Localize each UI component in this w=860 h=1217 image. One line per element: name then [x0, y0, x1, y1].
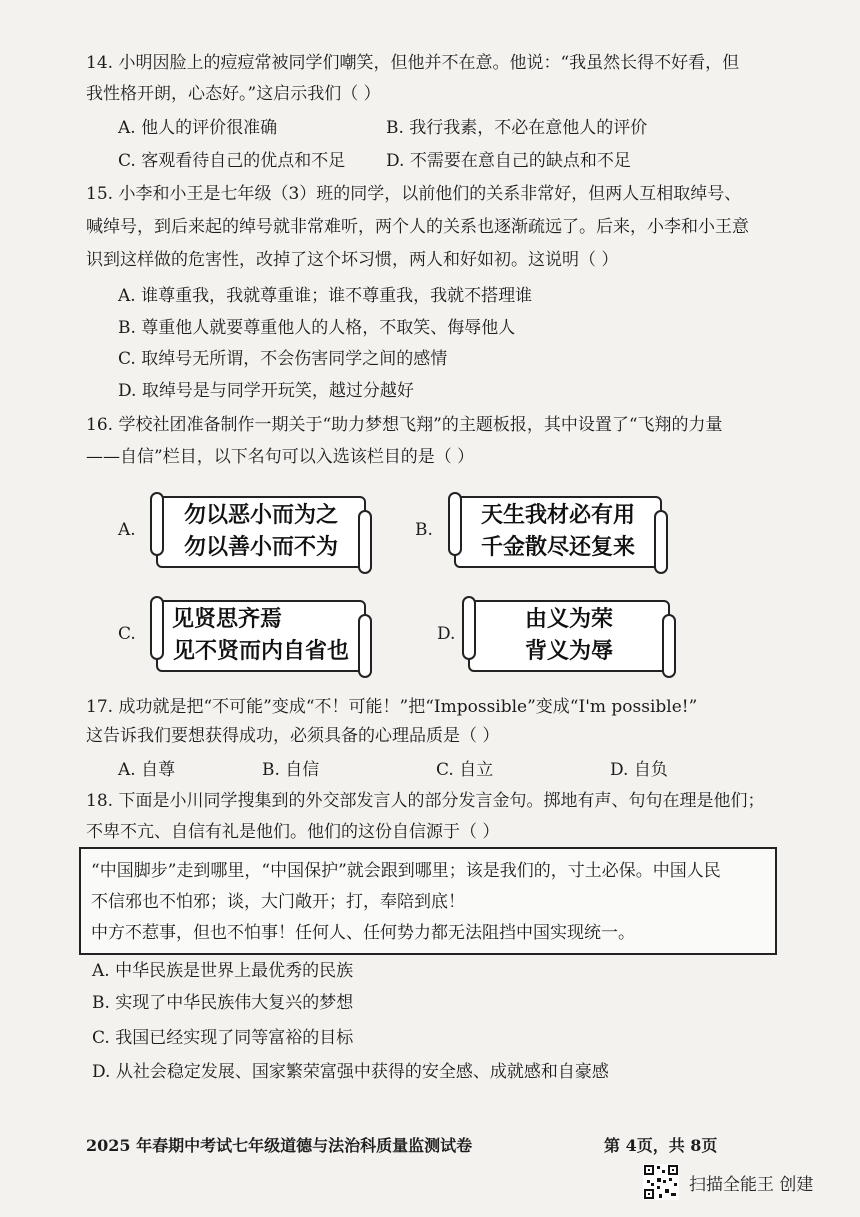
- q18-option-c: C. 我国已经实现了同等富裕的目标: [92, 1028, 354, 1048]
- q16-option-d-line2: 背义为辱: [524, 639, 613, 664]
- q14-option-a: A. 他人的评价很准确: [118, 118, 278, 138]
- q18-quote-line2: 不信邪也不怕邪；谈，大门敞开；打，奉陪到底！: [91, 892, 465, 912]
- q16-option-b-scroll: [454, 496, 662, 568]
- q16-option-b-label: B.: [415, 520, 433, 540]
- q15-stem-line3: 识到这样做的危害性，改掉了这个坏习惯，两人和好如初。这说明（ ）: [86, 250, 619, 270]
- q15-option-c: C. 取绰号无所谓，不会伤害同学之间的感情: [118, 349, 448, 369]
- q18-option-b: B. 实现了中华民族伟大复兴的梦想: [92, 993, 354, 1013]
- q18-option-a: A. 中华民族是世界上最优秀的民族: [92, 961, 354, 981]
- q16-option-c-label: C.: [118, 624, 136, 644]
- q16-option-b-line1: 天生我材必有用: [480, 503, 635, 528]
- q16-option-d-label: D.: [437, 624, 456, 644]
- q15-stem-line1: 15. 小李和小王是七年级（3）班的同学，以前他们的关系非常好，但两人互相取绰号、: [86, 184, 742, 204]
- q18-quote-line3: 中方不惹事，但也不怕事！任何人、任何势力都无法阻挡中国实现统一。: [91, 923, 635, 943]
- qr-code-icon: [643, 1164, 679, 1200]
- q18-option-d: D. 从社会稳定发展、国家繁荣富强中获得的安全感、成就感和自豪感: [92, 1062, 609, 1082]
- camscanner-text: 扫描全能王 创建: [689, 1174, 814, 1195]
- q18-quote-box: [79, 847, 777, 955]
- q17-option-d: D. 自负: [610, 760, 668, 780]
- q17-option-a: A. 自尊: [118, 760, 176, 780]
- q16-option-d-scroll: [468, 600, 670, 672]
- q16-option-c-scroll: [156, 600, 366, 672]
- q14-stem-line1: 14. 小明因脸上的痘痘常被同学们嘲笑，但他并不在意。他说：“我虽然长得不好看，但: [86, 53, 740, 73]
- footer-page-number: 第 4页，共 8页: [604, 1136, 718, 1155]
- q15-option-d: D. 取绰号是与同学开玩笑，越过分越好: [118, 381, 414, 401]
- q18-quote-line1: “中国脚步”走到哪里，“中国保护”就会跟到哪里；该是我们的，寸土必保。中国人民: [91, 861, 721, 881]
- camscanner-watermark: [643, 1164, 813, 1200]
- q16-option-a-scroll: [156, 496, 366, 568]
- q16-option-d-line1: 由义为荣: [524, 607, 613, 632]
- q17-option-b: B. 自信: [262, 760, 320, 780]
- q14-option-b: B. 我行我素，不必在意他人的评价: [386, 118, 648, 138]
- q15-option-a: A. 谁尊重我，我就尊重谁；谁不尊重我，我就不搭理谁: [118, 286, 533, 306]
- q16-option-c-line1: 见贤思齐焉: [172, 607, 283, 632]
- q16-option-c-line2: 见不贤而内自省也: [172, 639, 349, 664]
- q16-stem-line1: 16. 学校社团准备制作一期关于“助力梦想飞翔”的主题板报，其中设置了“飞翔的力量: [86, 415, 723, 435]
- q15-option-b: B. 尊重他人就要尊重他人的人格，不取笑、侮辱他人: [118, 318, 516, 338]
- q14-option-d: D. 不需要在意自己的缺点和不足: [386, 151, 631, 171]
- q16-option-a-line2: 勿以善小而不为: [183, 535, 338, 560]
- q16-option-a-line1: 勿以恶小而为之: [183, 503, 338, 528]
- q18-stem-line1: 18. 下面是小川同学搜集到的外交部发言人的部分发言金句。掷地有声、句句在理是他们；: [86, 791, 765, 811]
- q15-stem-line2: 喊绰号，到后来起的绰号就非常难听，两个人的关系也逐渐疏远了。后来，小李和小王意: [86, 217, 749, 237]
- q17-stem-line2: 这告诉我们要想获得成功，必须具备的心理品质是（ ）: [86, 726, 500, 746]
- q16-stem-line2: ——自信”栏目，以下名句可以入选该栏目的是（ ）: [86, 447, 475, 467]
- q18-stem-line2: 不卑不亢、自信有礼是他们。他们的这份自信源于（ ）: [86, 822, 500, 842]
- q14-stem-line2: 我性格开朗，心态好。”这启示我们（ ）: [86, 84, 381, 104]
- q14-option-c: C. 客观看待自己的优点和不足: [118, 151, 346, 171]
- q16-option-a-label: A.: [118, 520, 136, 540]
- q17-stem-line1: 17. 成功就是把“不可能”变成“不！可能！”把“Impossible”变成“I'm possible!”: [86, 697, 698, 717]
- q16-option-b-line2: 千金散尽还复来: [480, 535, 635, 560]
- footer-exam-title: 2025 年春期中考试七年级道德与法治科质量监测试卷: [86, 1136, 473, 1155]
- q17-option-c: C. 自立: [436, 760, 494, 780]
